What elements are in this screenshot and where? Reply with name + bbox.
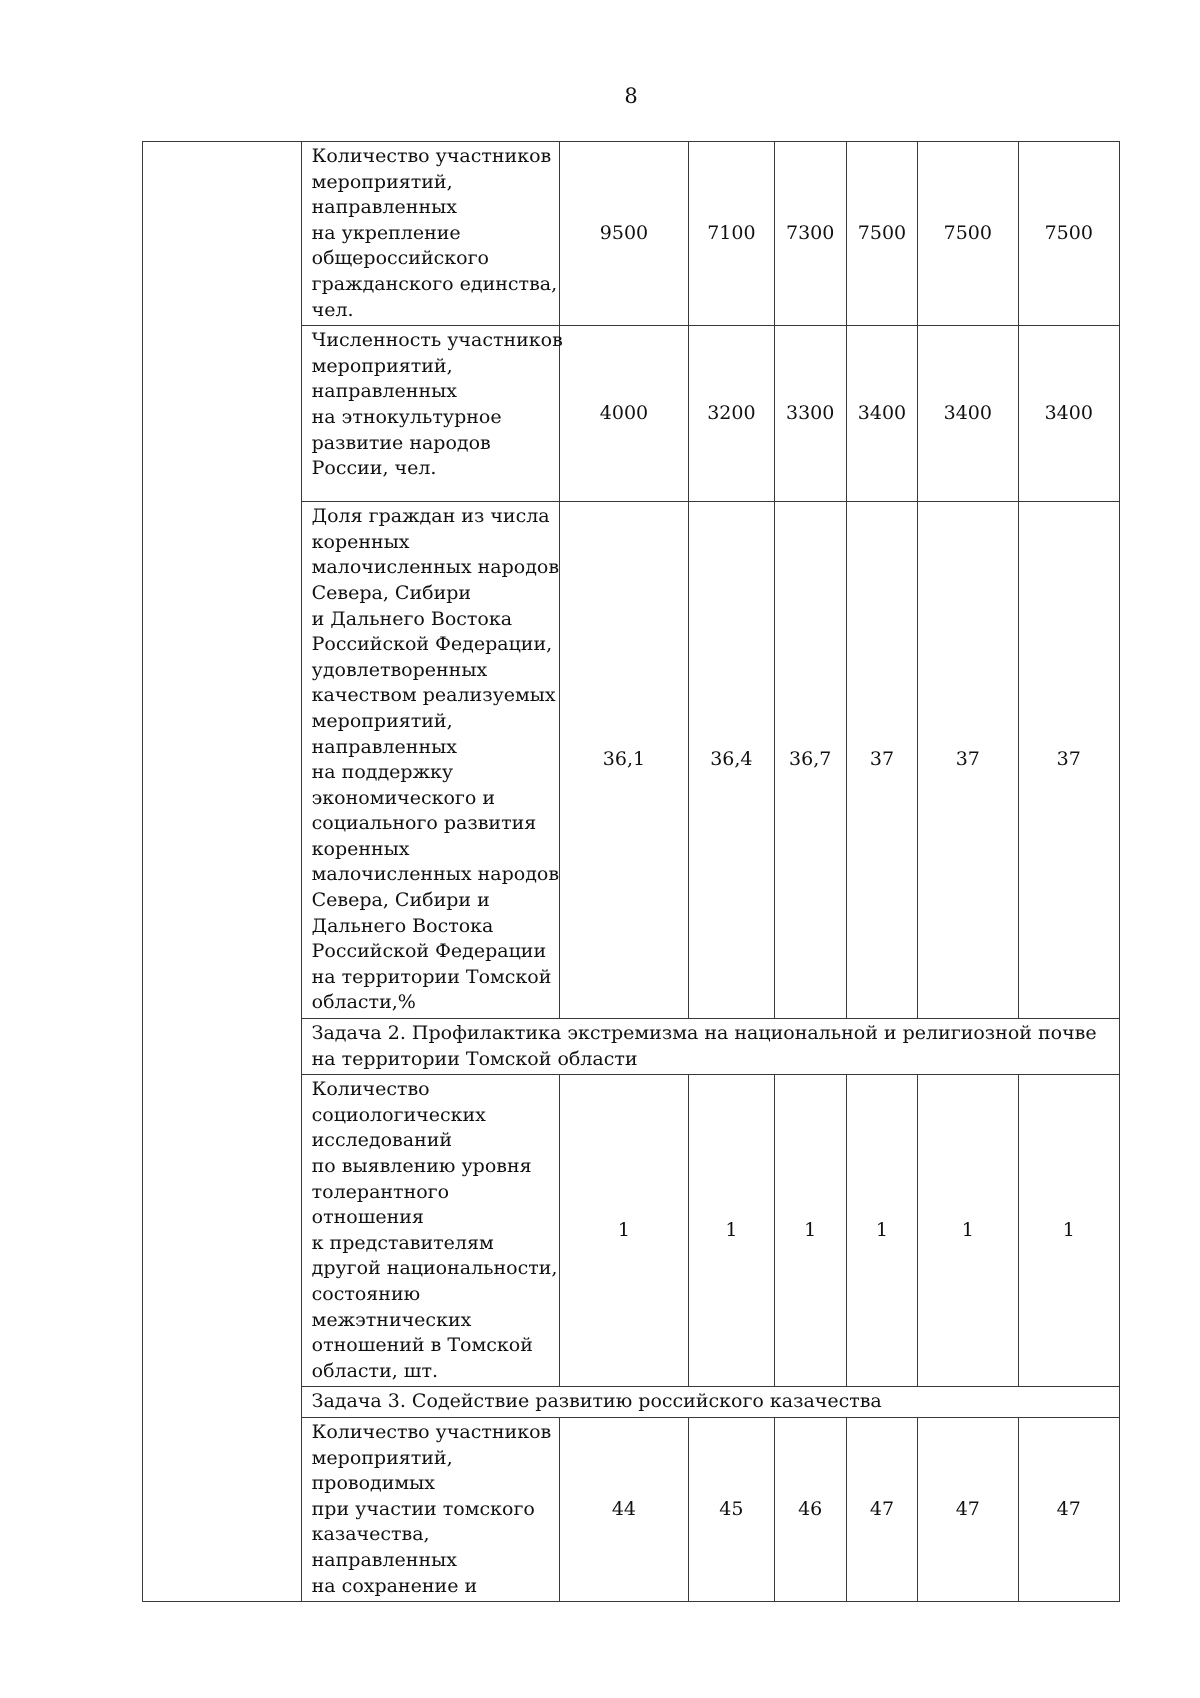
indicator-name-line: Численность участников xyxy=(311,329,563,352)
indicator-name-line: состоянию xyxy=(311,1282,421,1305)
indicator-value: 1 xyxy=(1018,1075,1119,1387)
indicator-name-line: на территории Томской xyxy=(311,965,552,988)
indicator-name-line: Севера, Сибири xyxy=(311,581,472,604)
indicator-value: 3400 xyxy=(846,326,917,502)
indicator-value: 7500 xyxy=(1018,142,1119,326)
indicator-name-line: Количество участников xyxy=(311,1420,552,1443)
program-cell xyxy=(143,142,302,1602)
indicator-name-line: на укрепление xyxy=(311,221,461,244)
table-body xyxy=(143,142,1120,1602)
indicator-value: 7500 xyxy=(918,142,1018,326)
indicator-value: 47 xyxy=(918,1417,1018,1601)
indicator-value: 36,7 xyxy=(774,502,846,1019)
indicator-name-line: направленных xyxy=(311,196,457,219)
indicator-value: 1 xyxy=(559,1075,689,1387)
indicator-value: 3300 xyxy=(774,326,846,502)
indicator-name-line: удовлетворенных xyxy=(311,658,488,681)
indicator-name-line: Севера, Сибири и xyxy=(311,889,490,912)
indicator-name-line: и Дальнего Востока xyxy=(311,607,513,630)
indicator-name-line: экономического и xyxy=(311,786,495,809)
indicator-name-line: мероприятий, xyxy=(311,354,453,377)
indicator-name-line: мероприятий, xyxy=(311,1446,453,1469)
indicator-value: 7500 xyxy=(846,142,917,326)
indicator-value: 44 xyxy=(559,1417,689,1601)
indicator-name-line: области, шт. xyxy=(311,1359,439,1382)
indicator-value: 47 xyxy=(846,1417,917,1601)
indicator-name-line: Дальнего Востока xyxy=(311,914,494,937)
indicator-name-line: Количество участников xyxy=(311,145,552,167)
indicator-name-line: казачества, xyxy=(311,1523,430,1546)
indicator-name-line: другой национальности, xyxy=(311,1257,558,1280)
indicator-value: 47 xyxy=(1018,1417,1119,1601)
indicator-name-line: социологических xyxy=(311,1103,486,1126)
task-heading xyxy=(301,1387,1119,1418)
indicator-name xyxy=(301,502,559,1019)
indicator-value: 1 xyxy=(918,1075,1018,1387)
indicator-value: 37 xyxy=(1018,502,1119,1019)
indicator-value: 3400 xyxy=(1018,326,1119,502)
indicator-name-line: развитие народов xyxy=(311,431,491,454)
indicator-name-line: к представителям xyxy=(311,1231,494,1254)
indicator-name xyxy=(301,326,563,502)
indicator-value: 45 xyxy=(689,1417,774,1601)
indicator-value: 37 xyxy=(918,502,1018,1019)
indicator-name-line: проводимых xyxy=(311,1472,436,1495)
indicator-name-line: Российской Федерации, xyxy=(311,633,553,656)
indicator-name-line: направленных xyxy=(311,1548,457,1571)
indicator-name-line: направленных xyxy=(311,380,457,403)
indicator-value: 1 xyxy=(774,1075,846,1387)
indicator-name-line: малочисленных народов xyxy=(311,863,560,886)
indicator-name-line: общероссийского xyxy=(311,247,489,270)
indicator-value: 36,1 xyxy=(559,502,689,1019)
indicator-name-line: по выявлению уровня xyxy=(311,1155,532,1177)
task-heading-line: на территории Томской области xyxy=(311,1047,638,1070)
page-number: 8 xyxy=(624,84,638,108)
indicator-name-line: на этнокультурное xyxy=(311,405,502,428)
indicator-name-line: мероприятий, xyxy=(311,709,453,732)
indicator-row xyxy=(143,142,1120,326)
indicator-value: 4000 xyxy=(559,326,689,502)
indicator-name xyxy=(301,1417,559,1601)
indicator-name-line: на сохранение и xyxy=(311,1574,478,1597)
task-heading-line: Задача 2. Профилактика экстремизма на национальной и религиозной почве xyxy=(311,1022,1097,1045)
indicator-name-line: малочисленных народов xyxy=(311,556,560,579)
indicator-value: 1 xyxy=(846,1075,917,1387)
indicator-name-line: при участии томского xyxy=(311,1497,535,1520)
indicator-name-line: на поддержку xyxy=(311,761,454,784)
indicator-value: 7300 xyxy=(774,142,846,326)
indicator-name-line: коренных xyxy=(311,837,410,860)
indicator-name-line: исследований xyxy=(311,1129,453,1152)
indicator-value: 37 xyxy=(846,502,917,1019)
indicator-name-line: Российской Федерации xyxy=(311,940,547,963)
task-heading-line: Задача 3. Содействие развитию российского казачества xyxy=(311,1390,882,1413)
indicator-value: 3400 xyxy=(918,326,1018,502)
indicator-value: 9500 xyxy=(559,142,689,326)
indicator-name-line: отношений в Томской xyxy=(311,1334,533,1357)
indicator-name xyxy=(301,1075,559,1387)
indicator-name-line: Доля граждан из числа xyxy=(311,505,550,528)
indicator-value: 7100 xyxy=(689,142,774,326)
indicator-name-line: направленных xyxy=(311,735,457,758)
indicator-name-line: чел. xyxy=(311,298,354,321)
indicator-name-line: качеством реализуемых xyxy=(311,684,556,707)
indicator-name-line: гражданского единства, xyxy=(311,272,558,295)
indicator-name-line: коренных xyxy=(311,530,410,553)
indicator-name-line: области,% xyxy=(311,991,416,1014)
indicator-name-line: межэтнических xyxy=(311,1308,472,1331)
indicator-name-line: толерантного xyxy=(311,1180,450,1203)
task-heading xyxy=(301,1019,1119,1075)
indicator-name-line: России, чел. xyxy=(311,457,437,480)
indicator-name-line: социального развития xyxy=(311,812,537,835)
indicator-value: 1 xyxy=(689,1075,774,1387)
indicator-name-line: Количество xyxy=(311,1078,430,1101)
indicator-value: 46 xyxy=(774,1417,846,1601)
indicator-value: 36,4 xyxy=(689,502,774,1019)
indicator-name-line: мероприятий, xyxy=(311,170,453,193)
indicator-name-line: отношения xyxy=(311,1206,424,1229)
indicators-table xyxy=(142,141,1120,1602)
indicator-value: 3200 xyxy=(689,326,774,502)
indicator-name xyxy=(301,142,559,326)
